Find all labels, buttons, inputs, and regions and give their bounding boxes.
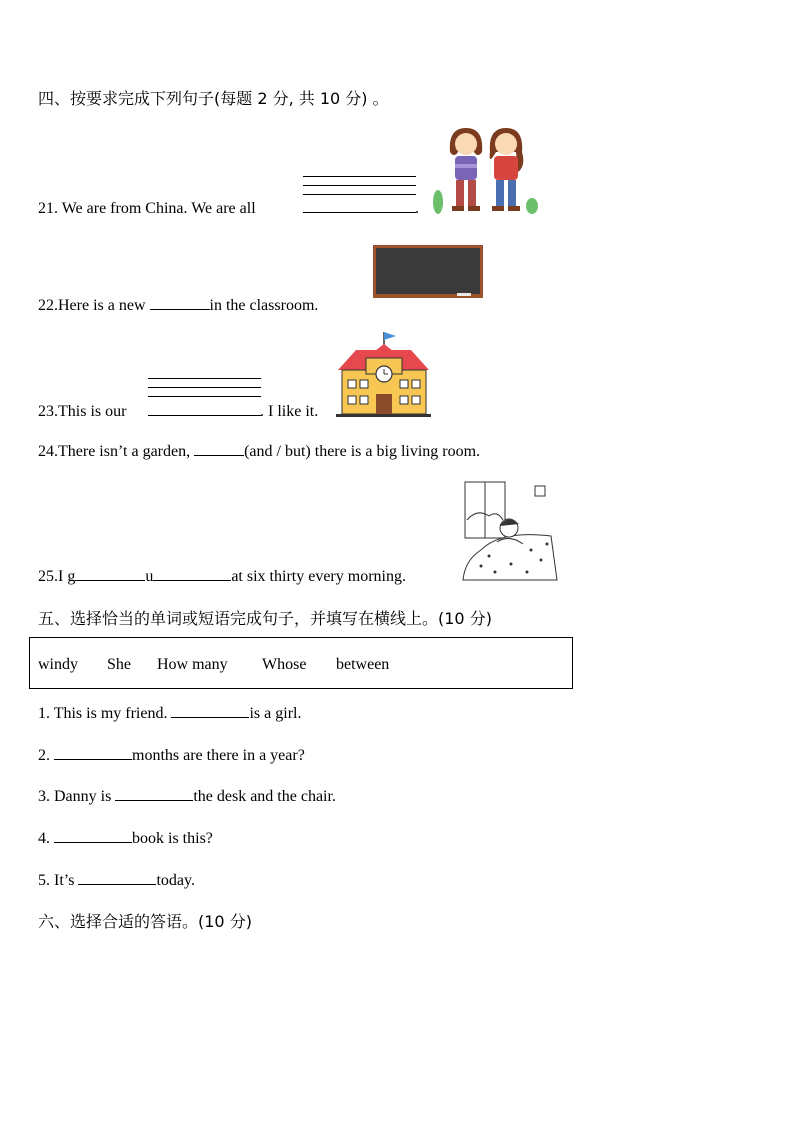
s5-item-4-blank[interactable]: [54, 828, 132, 843]
q22-before: 22.Here is a new: [38, 297, 146, 314]
q24-answer-blank[interactable]: [194, 441, 244, 456]
s5-item-4-before: 4.: [38, 830, 50, 847]
q23-answer-blank[interactable]: [148, 415, 261, 416]
q23-before: 23.This is our: [38, 403, 127, 420]
q24-text: [38, 441, 480, 461]
s5-item-3-blank[interactable]: [115, 786, 193, 801]
waking-up-image: [461, 480, 559, 584]
s5-item-1-before: 1. This is my friend.: [38, 705, 168, 722]
word-bank-box: [29, 637, 573, 689]
section5-heading: 五、选择恰当的单词或短语完成句子，并填写在横线上。(10 分): [38, 609, 492, 628]
s5-item-2: [38, 745, 305, 765]
q24-after: (and / but) there is a big living room.: [244, 443, 481, 460]
section6-heading: 六、选择合适的答语。(10 分): [38, 912, 252, 931]
s5-item-1: [38, 703, 301, 723]
blackboard-image: [373, 245, 483, 298]
s5-item-1-blank[interactable]: [171, 703, 249, 718]
word-bank-item: How many: [157, 656, 228, 673]
s5-item-3: [38, 786, 336, 806]
word-bank-item: Whose: [262, 656, 307, 673]
q21-answer-blank[interactable]: [303, 212, 416, 213]
s5-item-3-before: 3. Danny is: [38, 788, 112, 805]
q22-text: [38, 295, 318, 315]
two-girls-image: [426, 122, 544, 218]
q21-answer-lines[interactable]: [303, 176, 416, 203]
q23-answer-lines[interactable]: [148, 378, 261, 405]
word-bank-item: windy: [38, 656, 78, 673]
s5-item-2-before: 2.: [38, 747, 50, 764]
word-bank-item: between: [336, 656, 390, 673]
section4-heading: 四、按要求完成下列句子(每题 2 分, 共 10 分) 。: [38, 89, 389, 108]
s5-item-1-after: is a girl.: [249, 705, 302, 722]
q24-before: 24.There isn’t a garden,: [38, 443, 191, 460]
q22-after: in the classroom.: [209, 297, 319, 314]
q25-part-b: u: [145, 568, 154, 585]
q25-part-c: at six thirty every morning.: [231, 568, 406, 585]
s5-item-5-blank[interactable]: [78, 870, 156, 885]
s5-item-5: [38, 870, 195, 890]
q25-blank-2[interactable]: [153, 566, 231, 581]
q25-part-a: 25.I g: [38, 568, 76, 585]
s5-item-4-after: book is this?: [132, 830, 213, 847]
s5-item-4: [38, 828, 213, 848]
q25-blank-1[interactable]: [75, 566, 145, 581]
q25-text: [38, 566, 406, 586]
s5-item-5-after: today.: [156, 872, 195, 889]
s5-item-2-after: months are there in a year?: [132, 747, 305, 764]
school-image: [336, 330, 431, 418]
q23-after: . I like it.: [260, 403, 319, 420]
s5-item-2-blank[interactable]: [54, 745, 132, 760]
s5-item-3-after: the desk and the chair.: [193, 788, 336, 805]
q22-answer-blank[interactable]: [150, 295, 210, 310]
q21-text: 21. We are from China. We are all: [38, 200, 256, 217]
word-bank-item: She: [107, 656, 131, 673]
s5-item-5-before: 5. It’s: [38, 872, 75, 889]
q21-period: .: [415, 200, 419, 217]
